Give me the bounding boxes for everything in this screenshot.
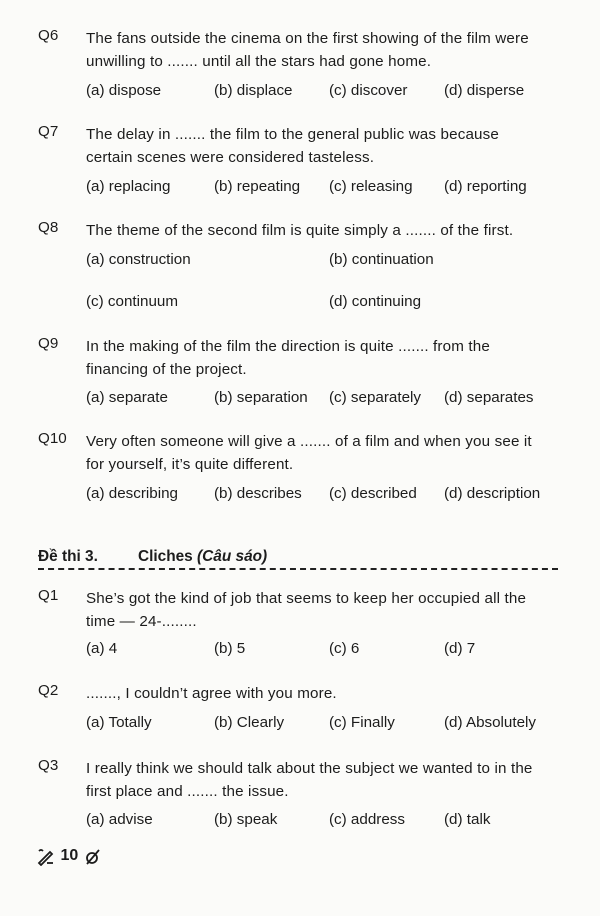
stem-line: She’s got the kind of job that seems to keep her occupied all the xyxy=(86,590,527,607)
question-stem xyxy=(86,587,595,633)
option-a[interactable]: (a) advise xyxy=(86,811,153,828)
option-b[interactable]: (b) 5 xyxy=(214,640,246,657)
option-a[interactable]: (a) separate xyxy=(86,389,168,406)
option-a[interactable]: (a) describing xyxy=(86,485,179,502)
question-stem xyxy=(86,335,595,381)
question-number: Q9 xyxy=(38,335,59,352)
stem-line: unwilling to ....... until all the stars had gone home. xyxy=(86,53,432,70)
option-c[interactable]: (c) separately xyxy=(329,389,422,406)
question-number: Q8 xyxy=(38,219,59,236)
option-b[interactable]: (b) continuation xyxy=(329,251,434,268)
option-d[interactable]: (d) description xyxy=(444,485,541,502)
option-d[interactable]: (d) disperse xyxy=(444,82,525,99)
question-stem xyxy=(86,682,595,705)
stem-line: time — 24-........ xyxy=(86,613,197,630)
stem-line: In the making of the film the direction is quite ....... from the xyxy=(86,338,490,355)
question-number: Q7 xyxy=(38,123,59,140)
section-subtitle: (Câu sáo) xyxy=(197,548,268,565)
pencil-slash-icon xyxy=(83,847,103,864)
option-b[interactable]: (b) Clearly xyxy=(214,714,285,731)
section-divider xyxy=(38,568,558,570)
option-d[interactable]: (d) separates xyxy=(444,389,534,406)
question-number: Q3 xyxy=(38,757,59,774)
question-stem xyxy=(86,123,595,169)
question-stem xyxy=(86,757,595,803)
option-c[interactable]: (c) address xyxy=(329,811,405,828)
section-title-text: Cliches xyxy=(138,548,193,565)
option-d[interactable]: (d) continuing xyxy=(329,293,422,310)
option-a[interactable]: (a) dispose xyxy=(86,82,162,99)
stem-line: for yourself, it’s quite different. xyxy=(86,456,294,473)
question-number: Q2 xyxy=(38,682,59,699)
page-footer xyxy=(36,846,103,866)
stem-line: The fans outside the cinema on the first showing of the film were xyxy=(86,30,529,47)
option-d[interactable]: (d) 7 xyxy=(444,640,476,657)
option-c[interactable]: (c) Finally xyxy=(329,714,395,731)
stem-line: first place and ....... the issue. xyxy=(86,783,289,800)
option-d[interactable]: (d) Absolutely xyxy=(444,714,537,731)
question-number: Q1 xyxy=(38,587,59,604)
section-label: Đề thi 3. xyxy=(38,548,98,565)
option-a[interactable]: (a) replacing xyxy=(86,178,171,195)
section-title xyxy=(138,548,267,566)
option-b[interactable]: (b) repeating xyxy=(214,178,301,195)
question-stem xyxy=(86,219,595,242)
stem-line: Very often someone will give a ....... of a film and when you see it xyxy=(86,433,532,450)
stem-line: I really think we should talk about the subject we wanted to in the xyxy=(86,760,533,777)
option-a[interactable]: (a) construction xyxy=(86,251,191,268)
page-number: 10 xyxy=(60,847,79,865)
option-c[interactable]: (c) described xyxy=(329,485,417,502)
option-b[interactable]: (b) describes xyxy=(214,485,302,502)
option-a[interactable]: (a) Totally xyxy=(86,714,152,731)
option-d[interactable]: (d) reporting xyxy=(444,178,527,195)
section-header xyxy=(38,548,558,572)
option-b[interactable]: (b) displace xyxy=(214,82,293,99)
option-c[interactable]: (c) continuum xyxy=(86,293,179,310)
option-c[interactable]: (c) releasing xyxy=(329,178,413,195)
option-c[interactable]: (c) discover xyxy=(329,82,408,99)
pencil-slash-icon xyxy=(36,847,60,864)
question-number: Q6 xyxy=(38,27,59,44)
stem-line: financing of the project. xyxy=(86,361,247,378)
option-a[interactable]: (a) 4 xyxy=(86,640,118,657)
stem-line: The delay in ....... the film to the general public was because xyxy=(86,126,499,143)
option-c[interactable]: (c) 6 xyxy=(329,640,360,657)
option-b[interactable]: (b) speak xyxy=(214,811,278,828)
option-b[interactable]: (b) separation xyxy=(214,389,308,406)
question-number: Q10 xyxy=(38,430,67,447)
question-stem xyxy=(86,430,595,476)
stem-line: certain scenes were considered tasteless. xyxy=(86,149,375,166)
stem-line: The theme of the second film is quite simply a ....... of the first. xyxy=(86,222,514,239)
stem-line: ......., I couldn’t agree with you more. xyxy=(86,685,337,702)
question-stem xyxy=(86,27,595,73)
option-d[interactable]: (d) talk xyxy=(444,811,491,828)
